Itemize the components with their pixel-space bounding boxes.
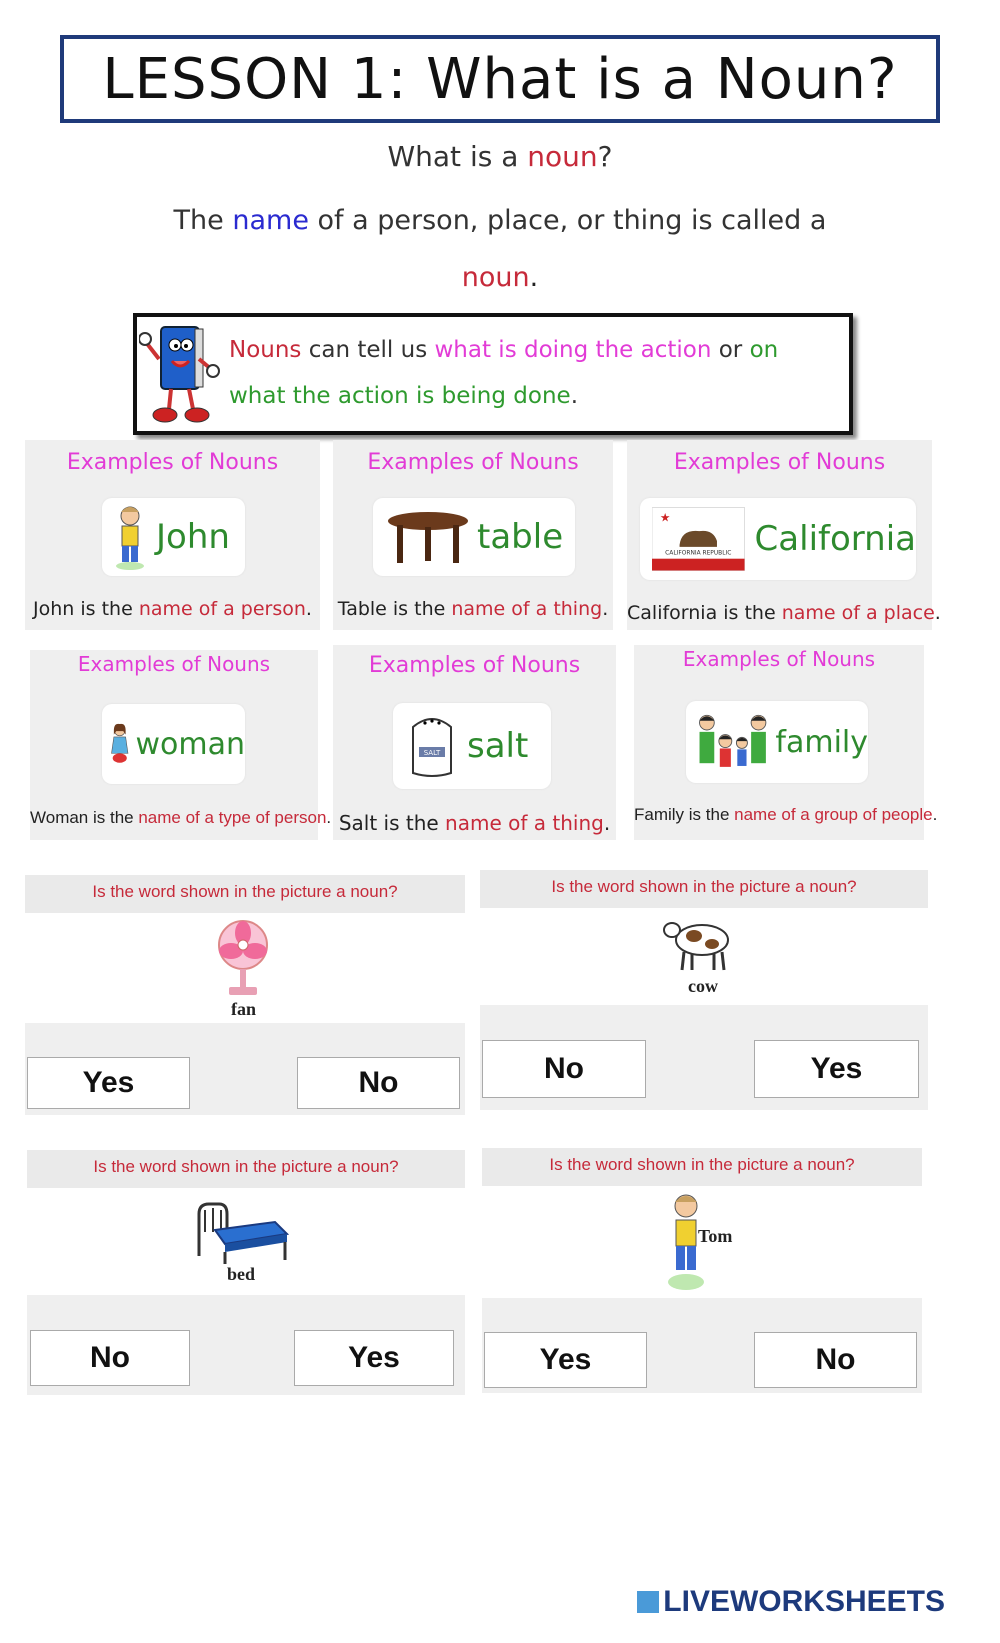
example-word: table [477, 517, 564, 557]
question-mark: ? [597, 140, 613, 173]
note-text: Nouns can tell us what is doing the action or on what the action is being done. [229, 337, 779, 409]
example-heading: Examples of Nouns [368, 653, 581, 678]
fan-icon [215, 917, 271, 1001]
lesson-title-box [60, 35, 940, 123]
example-heading: Examples of Nouns [66, 450, 279, 475]
example-word: John [156, 517, 230, 557]
quiz-card-cow [480, 870, 928, 1110]
example-heading: Examples of Nouns [682, 647, 876, 671]
picture-label: bed [227, 1264, 256, 1284]
example-word-box [373, 498, 575, 576]
definition-period: . [529, 262, 539, 293]
example-heading: Examples of Nouns [367, 450, 579, 475]
note-box [133, 313, 853, 435]
example-card-family [634, 645, 938, 840]
shaker-label: SALT [423, 749, 441, 757]
example-caption: John is the name of a person. [33, 598, 312, 620]
example-word-box [393, 703, 551, 789]
definition-name: name [232, 205, 309, 236]
book-mascot-icon [139, 319, 229, 427]
picture-label: Tom [698, 1226, 733, 1246]
question-text: What is a [387, 140, 528, 173]
cow-icon [662, 914, 736, 974]
example-card-table [333, 440, 613, 630]
woman-icon [108, 708, 131, 780]
example-word: salt [467, 726, 529, 766]
flag-text: CALIFORNIA REPUBLIC [665, 550, 732, 557]
definition-noun: noun [461, 262, 530, 293]
example-word-box [102, 498, 245, 576]
picture-label: cow [688, 976, 718, 996]
example-heading: Examples of Nouns [673, 450, 886, 475]
example-caption: Woman is the name of a type of person. [30, 808, 332, 827]
california-flag-icon [652, 507, 745, 571]
picture-label: fan [231, 999, 257, 1019]
answer-no-button[interactable]: No [754, 1332, 917, 1388]
quiz-question: Is the word shown in the picture a noun? [25, 875, 465, 913]
answer-no-button[interactable]: No [297, 1057, 460, 1109]
logo-icon [637, 1591, 659, 1613]
definition-line-2 [0, 262, 1000, 293]
quiz-card-fan [25, 875, 465, 1115]
definition-text: The [173, 205, 233, 236]
example-word: family [775, 724, 868, 760]
question-heading [0, 140, 1000, 173]
brand-text: LIVEWORKSHEETS [663, 1585, 945, 1618]
example-caption: Table is the name of a thing. [337, 598, 609, 620]
example-heading: Examples of Nouns [77, 652, 271, 676]
svg-text:★: ★ [659, 510, 671, 525]
family-icon [694, 707, 771, 777]
example-word: woman [135, 726, 245, 762]
question-noun: noun [527, 140, 598, 173]
answer-no-button[interactable]: No [30, 1330, 190, 1386]
answer-yes-button[interactable]: Yes [484, 1332, 647, 1388]
example-word-box [686, 701, 868, 783]
example-card-woman [30, 650, 332, 840]
example-word-box [102, 704, 245, 784]
quiz-card-tom [482, 1148, 922, 1393]
example-caption: California is the name of a place. [627, 602, 941, 624]
boy-icon [110, 502, 150, 572]
answer-yes-button[interactable]: Yes [294, 1330, 454, 1386]
answer-yes-button[interactable]: Yes [754, 1040, 919, 1098]
bed-icon [195, 1200, 291, 1266]
example-card-john [25, 440, 320, 630]
answer-yes-button[interactable]: Yes [27, 1057, 190, 1109]
example-word-box [640, 498, 916, 580]
definition-text-2: of a person, place, or thing is called a [308, 205, 827, 236]
liveworksheets-logo [637, 1585, 945, 1619]
quiz-question: Is the word shown in the picture a noun? [27, 1150, 465, 1188]
table-icon [383, 507, 473, 567]
quiz-question: Is the word shown in the picture a noun? [480, 870, 928, 908]
quiz-question: Is the word shown in the picture a noun? [482, 1148, 922, 1186]
example-caption: Family is the name of a group of people. [634, 805, 938, 824]
example-card-california [627, 440, 941, 630]
lesson-title: LESSON 1: What is a Noun? [102, 46, 898, 112]
definition-line [0, 205, 1000, 236]
example-caption: Salt is the name of a thing. [338, 811, 611, 835]
answer-no-button[interactable]: No [482, 1040, 646, 1098]
salt-shaker-icon [407, 711, 457, 781]
quiz-card-bed [27, 1150, 465, 1395]
example-card-salt [333, 645, 616, 840]
example-word: California [754, 519, 916, 559]
